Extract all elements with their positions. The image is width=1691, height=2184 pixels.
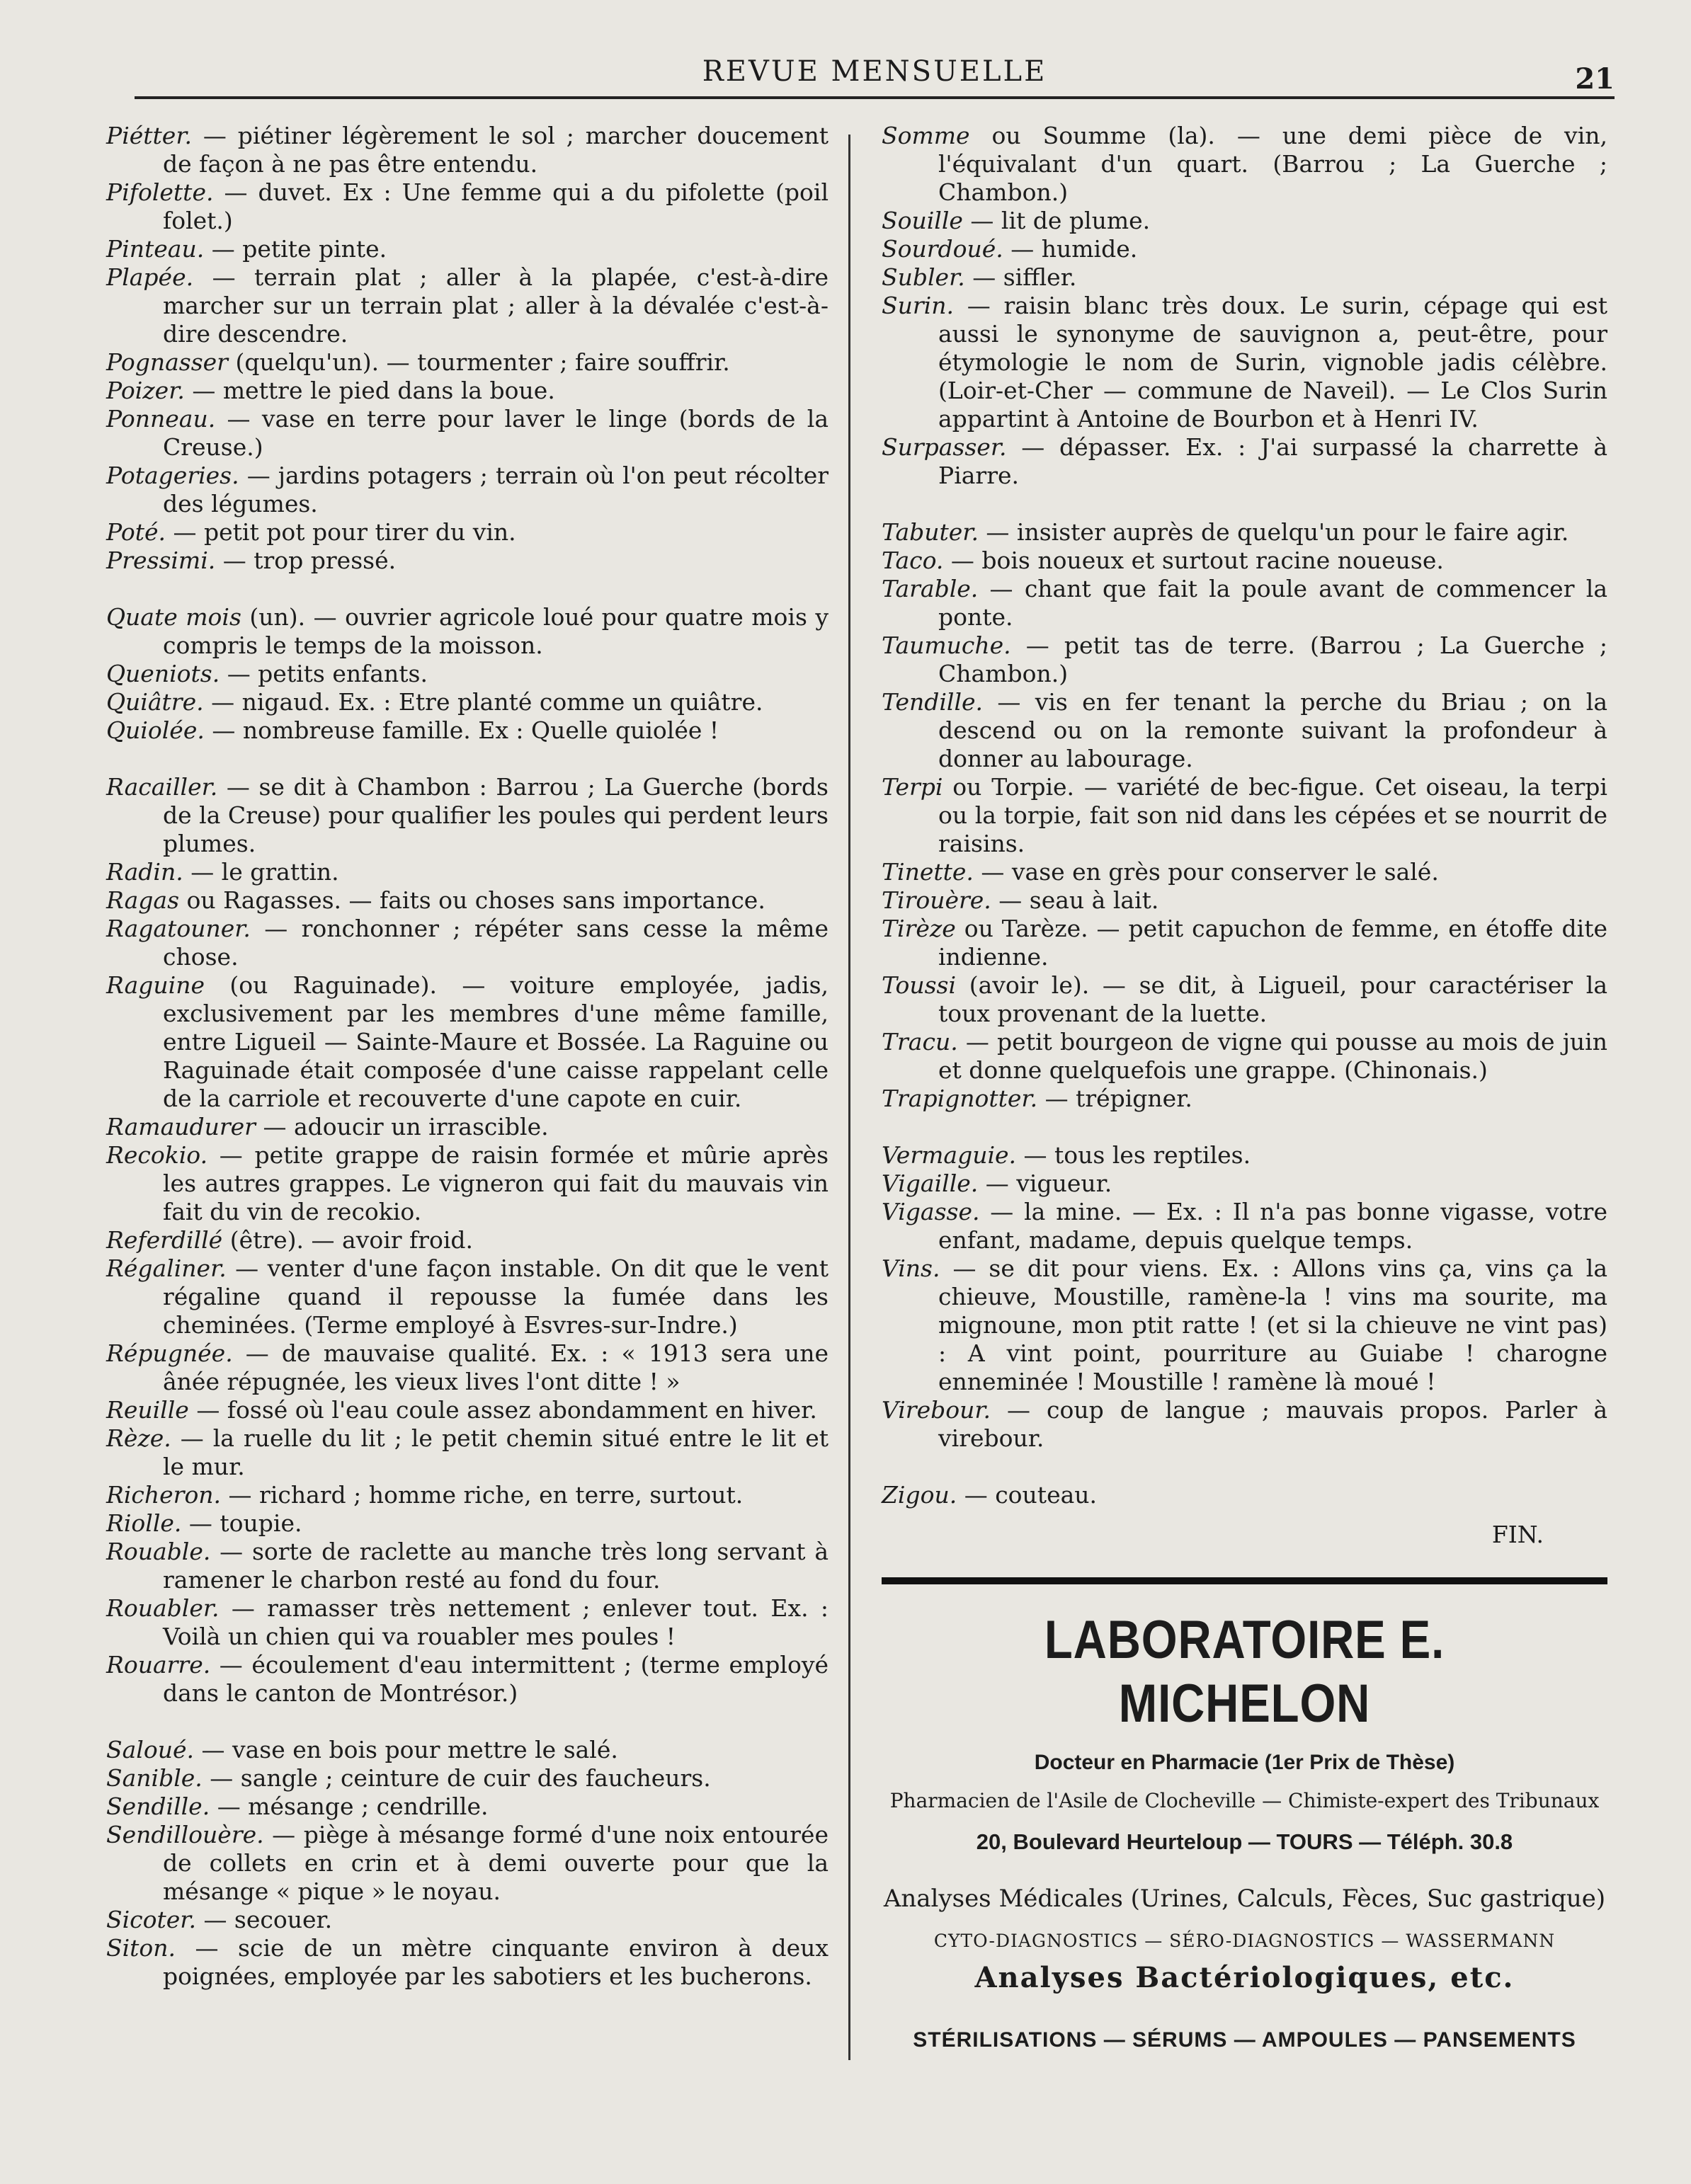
running-title: REVUE MENSUELLE [702,55,1047,88]
entry-term: Vigaille. [882,1170,979,1197]
entry-term: Vermaguie. [882,1141,1017,1169]
glossary-entry [106,122,829,178]
glossary-entry [882,688,1607,773]
entry-term: Tirèze [882,915,956,942]
entry-definition: — coup de langue ; mauvais propos. Parler à virebour. [938,1396,1607,1452]
ad-pharmacien-line: Pharmacien de l'Asile de Clocheville — Chimiste-expert des Tribunaux [889,1789,1600,1812]
entry-definition: — dépasser. Ex. : J'ai surpassé la charrette à Piarre. [938,433,1607,489]
entry-term: Quate mois [106,603,241,631]
entry-term: Quiâtre. [106,688,204,716]
glossary-entry [106,773,829,858]
entry-term: Zigou. [882,1481,957,1509]
entry-term: Pifolette. [106,178,214,206]
entry-definition: — sangle ; ceinture de cuir des faucheurs. [202,1764,711,1792]
glossary-entry [106,971,829,1113]
entry-term: Trapignotter. [882,1085,1038,1112]
glossary-entry [106,178,829,235]
entry-definition: — petit bourgeon de vigne qui pousse au mois de juin et donne quelquefois une grappe. (Chinonais.) [938,1028,1607,1084]
entry-definition: — venter d'une façon instable. On dit que le vent régaline quand il repousse la fumée dans les cheminées. (Terme employé à Esvres-sur-Indre.) [163,1254,829,1339]
glossary-entry [882,858,1607,886]
entry-definition: — la mine. — Ex. : Il n'a pas bonne vigasse, votre enfant, madame, depuis quelque temps. [938,1198,1607,1254]
entry-term: Régaliner. [106,1254,227,1282]
entry-definition: — chant que fait la poule avant de commencer la ponte. [938,575,1607,631]
column-divider [848,135,850,2060]
glossary-entry [106,1538,829,1594]
entry-term: Ragatouner. [106,915,251,942]
entry-definition: — piège à mésange formé d'une noix entourée de collets en crin et à demi ouverte pour que la mésange « pique » le noyau. [163,1821,829,1905]
entry-definition: — ramasser très nettement ; enlever tout. Ex. : Voilà un chien qui va rouabler mes poules ! [163,1594,829,1650]
entry-term: Racailler. [106,773,218,801]
advertisement [882,1577,1607,2054]
glossary-entry [882,1396,1607,1453]
glossary-entry [882,518,1607,547]
glossary-entry [882,547,1607,575]
entry-definition: — trop pressé. [215,547,397,574]
glossary-entry [106,1481,829,1509]
right-column [882,122,1607,2054]
glossary-entry [882,122,1607,207]
glossary-entry [882,207,1607,235]
entry-term: Sendille. [106,1793,210,1820]
glossary-entry [106,405,829,462]
entry-term: Pognasser [106,348,228,376]
glossary-entry [106,377,829,405]
entry-term: Rouable. [106,1538,211,1565]
glossary-entry [106,263,829,348]
entry-definition: (avoir le). — se dit, à Ligueil, pour caractériser la toux provenant de la luette. [938,971,1607,1027]
entry-term: Surin. [882,292,954,319]
entry-definition: — jardins potagers ; terrain où l'on peut récolter des légumes. [163,462,829,518]
entry-term: Queniots. [106,660,220,687]
entry-term: Sendillouère. [106,1821,264,1848]
fin-mark: FIN. [1491,1521,1544,1548]
entry-definition: — trépigner. [1037,1085,1192,1112]
ad-rule [882,1577,1607,1584]
entry-definition: — de mauvaise qualité. Ex. : « 1913 sera une ânée répugnée, les vieux lives l'ont ditte ! » [163,1339,829,1395]
section-gap [882,1113,1607,1141]
entry-definition: — mésange ; cendrille. [210,1793,489,1820]
glossary-entry [106,886,829,915]
glossary-entry [882,1481,1607,1509]
entry-term: Plapée. [106,263,194,291]
entry-definition: — petite pinte. [204,235,387,263]
section-gap [106,1708,829,1736]
glossary-entry [106,1509,829,1538]
entry-definition: — se dit pour viens. Ex. : Allons vins ça, vins ça la chieuve, Moustille, ramène-la ! vins ma sourite, ma mignoune, mon ptit ratte ! (et si la chieuve ne vint pas) : A vint point, pourriture au Guiabe ! charogne enneminée ! Moustille ! ramène là moué ! [938,1254,1607,1395]
glossary-entry [106,1396,829,1424]
entry-term: Taumuche. [882,631,1011,659]
glossary-entry [882,292,1607,433]
entry-definition: — siffler. [964,263,1077,291]
glossary-entry [106,688,829,716]
entry-term: Tabuter. [882,518,979,546]
entry-term: Taco. [882,547,944,574]
entry-term: Surpasser. [882,433,1007,461]
entry-term: Rèze. [106,1424,171,1452]
entry-definition: — sorte de raclette au manche très long servant à ramener le charbon resté au fond du four. [163,1538,829,1594]
entry-term: Ramaudurer [106,1113,256,1140]
entry-definition: — raisin blanc très doux. Le surin, cépage qui est aussi le synonyme de sauvignon a, peut-être, pour étymologie le nom de Surin, vignoble jadis célèbre. (Loir-et-Cher — commune de Naveil). — Le Clos Surin appartint à Antoine de Bourbon et à Henri IV. [938,292,1607,433]
entry-definition: — nombreuse famille. Ex : Quelle quiolée ! [204,716,719,744]
glossary-entry [882,575,1607,631]
entry-definition: — le grattin. [183,858,339,886]
entry-definition: — vigueur. [978,1170,1112,1197]
entry-definition: (un). — ouvrier agricole loué pour quatre mois y compris le temps de la moisson. [163,603,829,659]
left-column [106,122,829,1991]
entry-definition: — mettre le pied dans la boue. [184,377,555,404]
ad-bacteriology-line: Analyses Bactériologiques, etc. [974,1961,1515,1994]
glossary-entry [882,915,1607,971]
entry-definition: — couteau. [957,1481,1098,1509]
entry-term: Tracu. [882,1028,958,1056]
entry-definition: — insister auprès de quelqu'un pour le faire agir. [978,518,1569,546]
entry-definition: — petit tas de terre. (Barrou ; La Guerche ; Chambon.) [938,631,1607,687]
entry-definition: — fossé où l'eau coule assez abondamment en hiver. [188,1396,817,1424]
entry-definition: — lit de plume. [962,207,1151,234]
entry-definition: — nigaud. Ex. : Etre planté comme un quiâtre. [203,688,763,716]
entry-term: Répugnée. [106,1339,233,1367]
entry-term: Sanible. [106,1764,203,1792]
entry-term: Tirouère. [882,886,991,914]
glossary-entry [106,1934,829,1991]
glossary-entry [106,462,829,518]
entry-definition: — humide. [1003,235,1138,263]
glossary-entry [106,1736,829,1764]
entry-term: Riolle. [106,1509,182,1537]
glossary-entry [106,518,829,547]
entry-term: Quiolée. [106,716,205,744]
entry-term: Ponneau. [106,405,216,433]
header-rule [135,96,1615,99]
entry-definition: — secouer. [195,1906,333,1933]
glossary-entry [882,1085,1607,1113]
entry-definition: — seau à lait. [991,886,1159,914]
glossary-entry [106,603,829,660]
glossary-entry [106,1906,829,1934]
entry-term: Tarable. [882,575,979,602]
section-gap [882,490,1607,518]
page-number: 21 [1575,62,1615,96]
entry-term: Sicoter. [106,1906,196,1933]
entry-term: Tendille. [882,688,984,716]
entry-definition: — toupie. [181,1509,302,1537]
glossary-entry [106,1793,829,1821]
entry-term: Radin. [106,858,183,886]
entry-term: Souille [882,207,963,234]
entry-definition: — adoucir un irrascible. [255,1113,549,1140]
entry-term: Raguine [106,971,205,999]
entry-term: Sourdoué. [882,235,1003,263]
glossary-entry [106,1226,829,1254]
glossary-entry [882,1170,1607,1198]
glossary-entry [106,660,829,688]
glossary-entry [106,858,829,886]
entry-definition: — petite grappe de raisin formée et mûrie après les autres grappes. Le vigneron qui fait du mauvais vin fait du vin de recokio. [163,1141,829,1225]
entry-definition: — se dit à Chambon : Barrou ; La Guerche (bords de la Creuse) pour qualifier les poules qui perdent leurs plumes. [163,773,829,857]
entry-definition: — duvet. Ex : Une femme qui a du pifolette (poil folet.) [163,178,829,234]
entry-definition: ou Tarèze. — petit capuchon de femme, en étoffe dite indienne. [938,915,1607,971]
entry-term: Virebour. [882,1396,991,1424]
entry-definition: ou Torpie. — variété de bec-figue. Cet oiseau, la terpi ou la torpie, fait son nid dans les cépées et se nourrit de raisins. [938,773,1607,857]
entry-definition: — la ruelle du lit ; le petit chemin situé entre le lit et le mur. [163,1424,829,1480]
glossary-entry [882,773,1607,858]
ad-doctor-line: Docteur en Pharmacie (1er Prix de Thèse) [1034,1751,1455,1774]
entry-term: Pinteau. [106,235,205,263]
entry-term: Potageries. [106,462,239,489]
entry-definition: — richard ; homme riche, en terre, surtout. [221,1481,744,1509]
entry-definition: — vase en terre pour laver le linge (bords de la Creuse.) [163,405,829,461]
entry-term: Richeron. [106,1481,222,1509]
entry-definition: — tous les reptiles. [1016,1141,1251,1169]
glossary-entry [106,1424,829,1481]
entry-definition: (quelqu'un). — tourmenter ; faire souffrir. [227,348,730,376]
entry-definition: — vis en fer tenant la perche du Briau ; on la descend ou on la remonte suivant la profondeur à donner au labourage. [938,688,1607,772]
right-entries [882,122,1607,1509]
entry-definition: — bois noueux et surtout racine noueuse. [943,547,1444,574]
glossary-entry [882,1198,1607,1254]
page-header [135,51,1615,108]
entry-term: Vigasse. [882,1198,980,1225]
entry-definition: — petit pot pour tirer du vin. [166,518,516,546]
glossary-entry [106,235,829,263]
entry-term: Rouabler. [106,1594,220,1622]
entry-term: Recokio. [106,1141,208,1169]
glossary-entry [106,1651,829,1708]
glossary-entry [882,1141,1607,1170]
entry-term: Poizer. [106,377,185,404]
glossary-entry [882,631,1607,688]
entry-term: Terpi [882,773,943,801]
entry-definition: — terrain plat ; aller à la plapée, c'est-à-dire marcher sur un terrain plat ; aller à la dévalée c'est-à-dire descendre. [163,263,829,348]
glossary-entry [882,971,1607,1028]
glossary-entry [106,348,829,377]
entry-term: Saloué. [106,1736,194,1763]
ad-cyto-line: CYTO-DIAGNOSTICS — SÉRO-DIAGNOSTICS — WASSERMANN [933,1931,1556,1951]
glossary-entry [106,915,829,971]
glossary-entry [882,235,1607,263]
entry-definition: — piétiner légèrement le sol ; marcher doucement de façon à ne pas être entendu. [163,122,829,178]
entry-definition: ou Soumme (la). — une demi pièce de vin, l'équivalant d'un quart. (Barrou ; La Guerche ; Chambon.) [938,122,1607,206]
glossary-entry [106,1594,829,1651]
glossary-entry [882,263,1607,292]
entry-definition: — vase en bois pour mettre le salé. [193,1736,618,1763]
entry-definition: — vase en grès pour conserver le salé. [973,858,1439,886]
entry-term: Rouarre. [106,1651,211,1679]
entry-definition: (ou Raguinade). — voiture employée, jadis, exclusivement par les membres d'une même famille, entre Ligueil — Sainte-Maure et Bossée. La Raguine ou Raguinade était composée d'une caisse rappelant celle de la carriole et recouverte d'une capote en cuir. [163,971,829,1112]
glossary-entry [882,1254,1607,1396]
glossary-entry [882,886,1607,915]
entry-term: Poté. [106,518,166,546]
entry-term: Ragas [106,886,180,914]
section-gap [106,575,829,603]
ad-address-line: 20, Boulevard Heurteloup — TOURS — Téléph. 30.8 [976,1829,1513,1854]
entry-term: Toussi [882,971,956,999]
entry-term: Pressimi. [106,547,216,574]
ad-laboratory-name: LABORATOIRE E. MICHELON [1044,1610,1445,1734]
ad-sterilisation-line: STÉRILISATIONS — SÉRUMS — AMPOULES — PANSEMENTS [913,2028,1576,2052]
entry-definition: — ronchonner ; répéter sans cesse la même chose. [163,915,829,971]
entry-term: Piétter. [106,122,192,149]
glossary-entry [106,547,829,575]
entry-term: Vins. [882,1254,940,1282]
glossary-entry [106,1254,829,1339]
ad-analyses-line: Analyses Médicales (Urines, Calculs, Fèces, Suc gastrique) [883,1885,1606,1913]
entry-definition: (être). — avoir froid. [222,1226,474,1254]
glossary-entry [106,1339,829,1396]
glossary-entry [106,1764,829,1793]
glossary-entry [882,433,1607,490]
entry-definition: — scie de un mètre cinquante environ à deux poignées, employée par les sabotiers et les bucherons. [163,1934,829,1990]
entry-definition: ou Ragasses. — faits ou choses sans importance. [179,886,765,914]
entry-term: Reuille [106,1396,189,1424]
section-gap [882,1453,1607,1481]
entry-term: Subler. [882,263,965,291]
entry-term: Tinette. [882,858,974,886]
glossary-entry [106,1821,829,1906]
entry-term: Referdillé [106,1226,223,1254]
entry-term: Siton. [106,1934,176,1962]
glossary-entry [106,716,829,745]
section-gap [106,745,829,773]
glossary-entry [106,1141,829,1226]
glossary-entry [882,1028,1607,1085]
entry-definition: — écoulement d'eau intermittent ; (terme employé dans le canton de Montrésor.) [163,1651,829,1707]
entry-definition: — petits enfants. [220,660,428,687]
entry-term: Somme [882,122,970,149]
glossary-entry [106,1113,829,1141]
